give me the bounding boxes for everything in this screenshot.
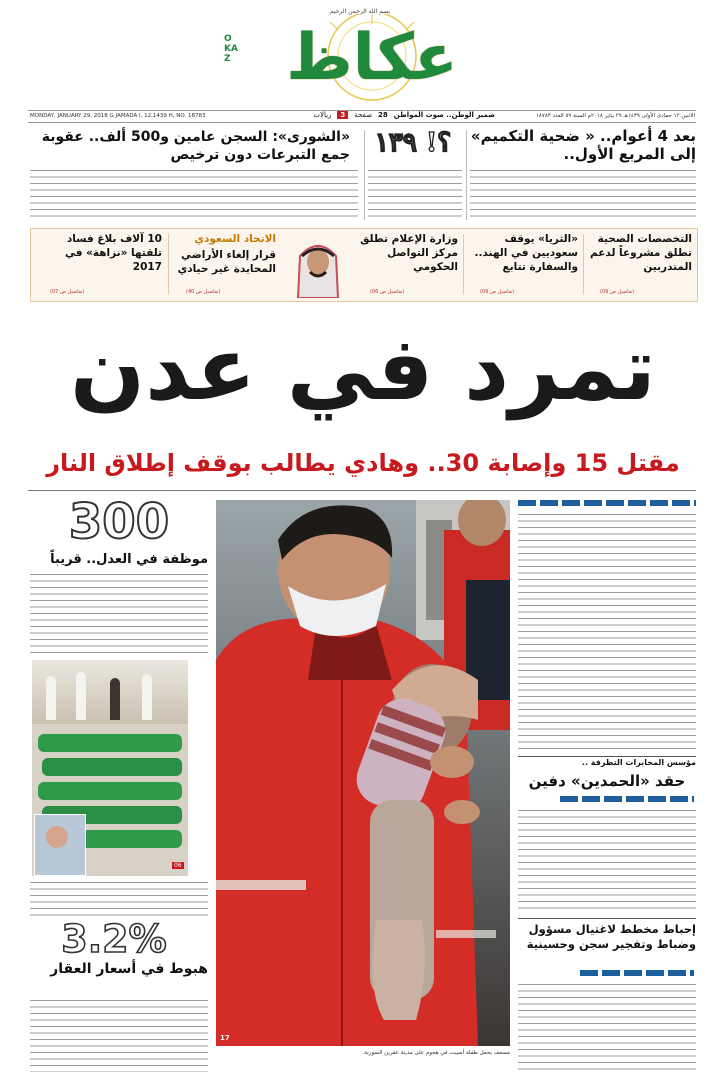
stat-pct: 3.2% bbox=[61, 917, 167, 961]
ticker-item-2[interactable]: «الثريا» يوقف سعوديين في الهند.. والسفارة تتابع bbox=[474, 233, 578, 273]
right-byline-3 bbox=[580, 970, 694, 976]
main-photo-page: 17 bbox=[220, 1034, 230, 1042]
slogan: ضمير الوطن.. صوت المواطن bbox=[393, 111, 495, 119]
stat-300-title: موظفة في العدل.. قريباً bbox=[50, 552, 208, 567]
ticker-src-1: (تفاصيل ص 09) bbox=[600, 289, 635, 295]
main-headline: تمرد في عدن bbox=[70, 317, 656, 420]
main-photo bbox=[216, 500, 510, 1046]
ticker-src-3: (تفاصيل ص 06) bbox=[370, 289, 405, 295]
ticker-src-5: (تفاصيل ص 07) bbox=[50, 289, 85, 295]
pages-count: 28 bbox=[378, 111, 388, 119]
ticker-item-5[interactable]: 10 آلاف بلاغ فساد تلقتها «نزاهة» في 2017 bbox=[64, 233, 162, 273]
price-badge: 3 bbox=[337, 111, 348, 119]
pct-story-body bbox=[30, 998, 208, 1072]
story3-body bbox=[518, 982, 696, 1072]
ticker-item-3[interactable]: وزارة الإعلام تطلق مركز التواصل الحكومي bbox=[360, 233, 458, 273]
logo-latin: OKAZ bbox=[224, 34, 238, 64]
cartoon-story-body bbox=[368, 168, 462, 220]
left-photo-funeral bbox=[32, 660, 188, 876]
masthead-logo bbox=[222, 14, 512, 104]
main-subhead: مقتل 15 وإصابة 30.. وهادي يطالب بوقف إطلاق النار bbox=[46, 449, 680, 477]
ticker-portrait bbox=[286, 234, 350, 298]
logo-wordmark: عكاظ bbox=[286, 21, 458, 95]
left-photo-caption bbox=[30, 880, 208, 918]
date-english: MONDAY, JANUARY 29, 2018 G JAMADA I, 12,1439 H, NO. 18783 bbox=[30, 113, 206, 119]
stat-300-number: 300 bbox=[68, 494, 170, 550]
top-story-right-body bbox=[470, 168, 696, 220]
price-label: ريالات bbox=[313, 111, 332, 119]
main-photo-caption: مسعف يحمل طفلة أصيبت في هجوم على مدينة عفرين السورية. bbox=[362, 1050, 510, 1056]
story2-kicker: مؤسس المخابرات التطرفة .. bbox=[581, 758, 696, 767]
story3-title: إحباط مخطط لاغتيال مسؤول وضباط وتفجير سجن وحسينية bbox=[526, 922, 696, 951]
ticker-item-1[interactable]: التخصصات الصحية تطلق مشروعاً لدعم المتدربين bbox=[589, 233, 692, 273]
top-story-right-title: بعد 4 أعوام.. « ضحية التكميم» إلى المربع الأول.. bbox=[470, 127, 696, 163]
basmala: بسم الله الرحمن الرحيم bbox=[329, 8, 391, 15]
ticker-item-4-kicker: الاتحاد السعودي bbox=[194, 233, 276, 245]
pages-label: صفحة bbox=[354, 111, 373, 119]
story2-body bbox=[518, 808, 696, 912]
ticker-src-2: (تفاصيل ص 09) bbox=[480, 289, 515, 295]
date-arabic: الاثنين ١٢ جمادى الأولى ١٤٣٩هـ ٢٩ يناير ٢٠١٨م السنة ٥٩ العدد ١٨٧٨٣ bbox=[535, 113, 695, 119]
right-byline-2 bbox=[560, 796, 694, 802]
ticker-item-4[interactable]: قرار إلغاء الأراضي المحايدة غير حيادي bbox=[177, 249, 276, 275]
cartoon-text: ؟! ١٣٩ bbox=[374, 128, 452, 158]
top-story-left-body bbox=[30, 168, 358, 220]
cartoon-box bbox=[368, 128, 458, 164]
masthead-meta bbox=[255, 111, 495, 119]
left-story-body bbox=[30, 572, 208, 654]
top-story-left-title: «الشورى»: السجن عامين و500 ألف.. عقوبة جمع التبرعات دون ترخيص bbox=[41, 129, 350, 163]
story2-title: حقد «الحمدين» دفين bbox=[528, 772, 686, 790]
left-photo-page: 06 bbox=[174, 862, 182, 869]
ticker-src-4: (تفاصيل ص 40) bbox=[186, 289, 221, 295]
right-byline-1 bbox=[518, 500, 696, 506]
stat-pct-title: هبوط في أسعار العقار bbox=[50, 961, 208, 977]
main-story-body bbox=[518, 512, 696, 752]
